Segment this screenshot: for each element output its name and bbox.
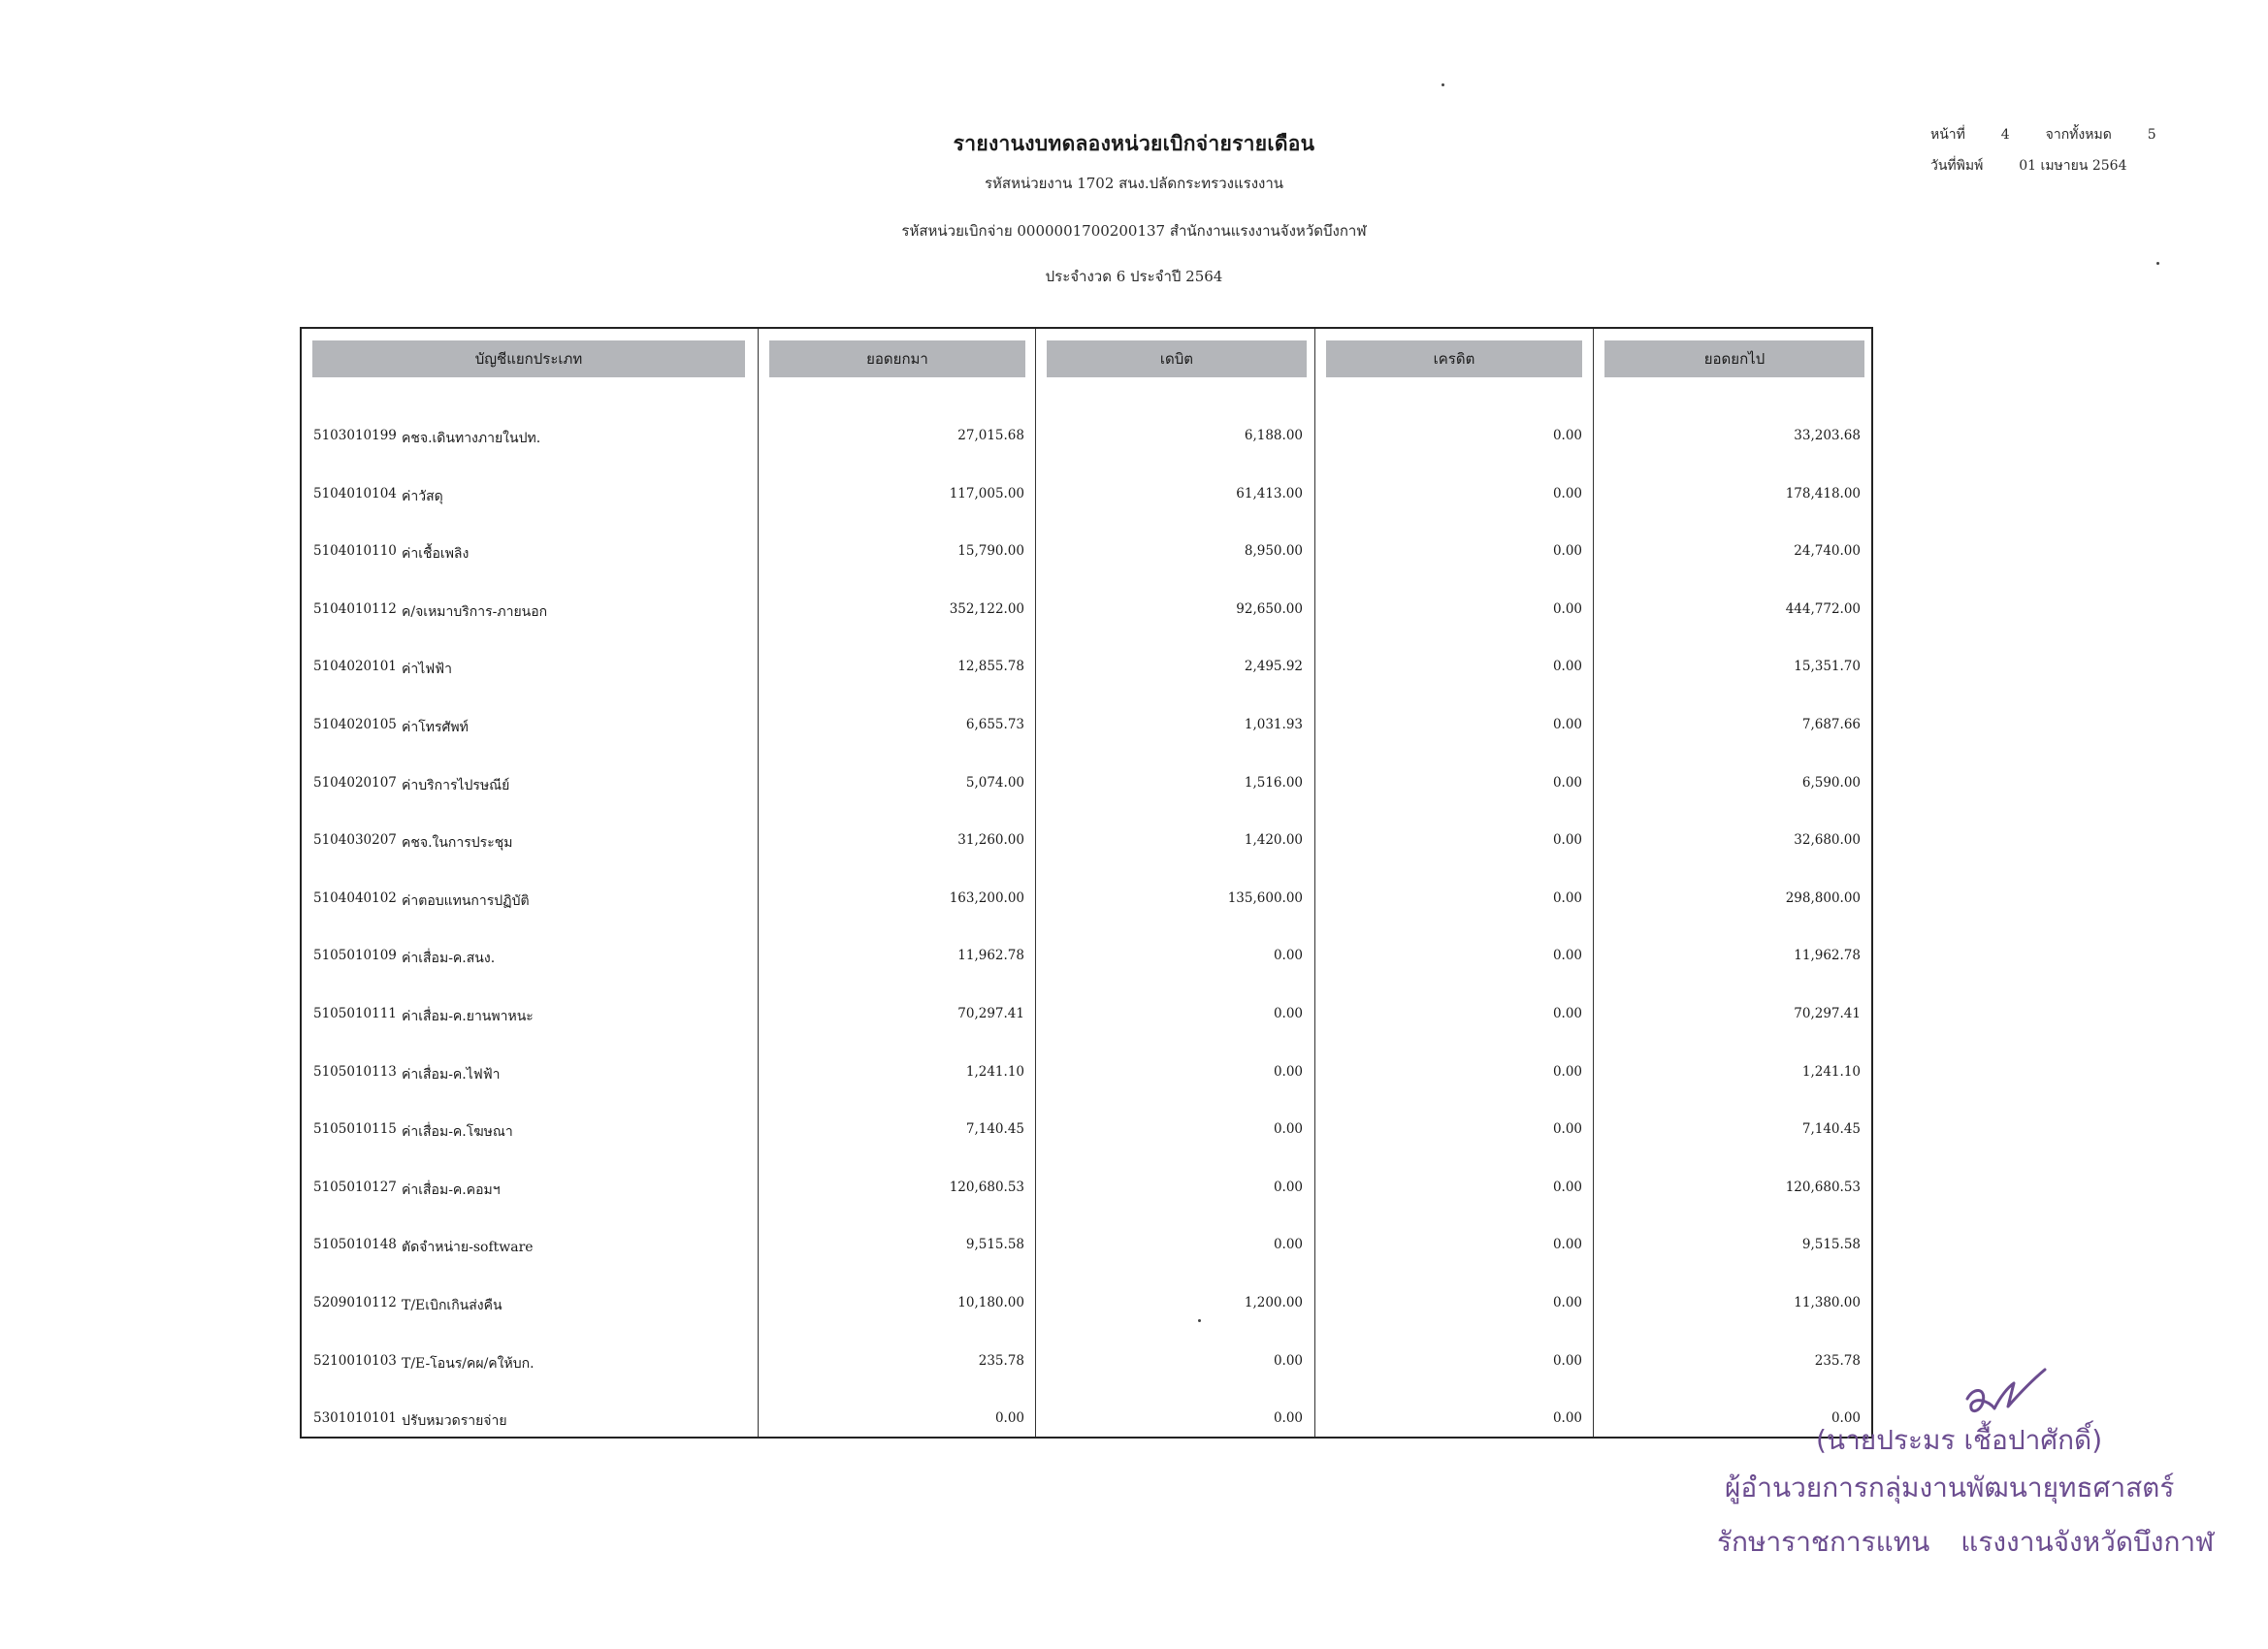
debit-value: 0.00 (1273, 1005, 1303, 1021)
table-row (302, 1237, 1871, 1295)
scan-speck (1198, 1319, 1201, 1322)
account-code: 5105010111 (313, 1005, 397, 1021)
account-name: ค่าวัสดุ (402, 488, 443, 504)
account-name: T/Eเบิกเกินส่งคืน (402, 1297, 502, 1313)
page-label: หน้าที่ (1930, 127, 1965, 143)
carried-forward-value: 70,297.41 (1794, 1005, 1861, 1021)
scan-speck (2156, 262, 2159, 265)
debit-value: 1,420.00 (1244, 832, 1303, 849)
brought-forward-value: 120,680.53 (949, 1179, 1024, 1195)
brought-forward-value: 7,140.45 (965, 1121, 1024, 1138)
table-row (302, 1006, 1871, 1064)
table-row (302, 1121, 1871, 1180)
table-row (302, 1180, 1871, 1238)
credit-value: 0.00 (1552, 1005, 1582, 1021)
signatory-position: ผู้อำนวยการกลุ่มงานพัฒนายุทธศาสตร์ (1725, 1471, 2175, 1504)
carried-forward-value: 235.78 (1814, 1352, 1861, 1369)
account-code: 5105010148 (313, 1237, 397, 1253)
account-code: 5209010112 (313, 1294, 397, 1310)
account-name: ค่าเสื่อม-ค.โฆษณา (402, 1124, 513, 1141)
brought-forward-value: 15,790.00 (957, 543, 1024, 560)
account-code: 5104010110 (313, 543, 397, 560)
print-date (1930, 155, 2127, 177)
credit-value: 0.00 (1552, 832, 1582, 849)
page-indicator (1930, 124, 2156, 146)
debit-value: 92,650.00 (1236, 600, 1303, 617)
brought-forward-value: 352,122.00 (949, 600, 1024, 617)
debit-value: 1,200.00 (1244, 1294, 1303, 1310)
carried-forward-value: 7,140.45 (1801, 1121, 1861, 1138)
credit-value: 0.00 (1552, 1237, 1582, 1253)
table-row (302, 1295, 1871, 1353)
carried-forward-value: 7,687.66 (1801, 716, 1861, 732)
debit-value: 2,495.92 (1244, 659, 1303, 675)
account-code: 5104030207 (313, 832, 397, 849)
credit-value: 0.00 (1552, 889, 1582, 906)
debit-value: 0.00 (1273, 1410, 1303, 1427)
scan-speck (1442, 83, 1444, 86)
brought-forward-value: 27,015.68 (957, 428, 1024, 443)
table-row (302, 717, 1871, 775)
credit-value: 0.00 (1552, 600, 1582, 617)
account-code: 5105010109 (313, 948, 397, 964)
disbursing-unit-line: รหัสหน่วยเบิกจ่าย 0000001700200137 สำนักงานแรงงานจังหวัดบึงกาฬ (901, 222, 1367, 240)
table-row (302, 890, 1871, 949)
acting-prefix: รักษาราชการแทน (1717, 1526, 1930, 1558)
debit-value: 61,413.00 (1236, 485, 1303, 501)
account-name: ค่าเสื่อม-ค.สนง. (402, 951, 496, 967)
debit-value: 8,950.00 (1244, 543, 1303, 560)
account-code: 5301010101 (313, 1410, 397, 1427)
brought-forward-value: 10,180.00 (957, 1294, 1024, 1310)
credit-value: 0.00 (1552, 485, 1582, 501)
brought-forward-value: 235.78 (978, 1352, 1024, 1369)
carried-forward-value: 1,241.10 (1801, 1063, 1861, 1080)
brought-forward-value: 163,200.00 (949, 889, 1024, 906)
account-name: ค่าเสื่อม-ค.ไฟฟ้า (402, 1066, 501, 1083)
debit-value: 1,516.00 (1244, 774, 1303, 791)
account-code: 5104020105 (313, 716, 397, 732)
carried-forward-value: 15,351.70 (1794, 659, 1861, 675)
account-name: คชจ.ในการประชุม (402, 835, 513, 852)
trial-balance-table (300, 327, 1873, 1439)
credit-value: 0.00 (1552, 1179, 1582, 1195)
carried-forward-value: 33,203.68 (1794, 428, 1861, 443)
credit-value: 0.00 (1552, 1410, 1582, 1427)
header-credit: เครดิต (1326, 340, 1582, 377)
account-name: ค่าเชื้อเพลิง (402, 546, 470, 563)
debit-value: 0.00 (1273, 1352, 1303, 1369)
credit-value: 0.00 (1552, 1121, 1582, 1138)
account-code: 5210010103 (313, 1352, 397, 1369)
carried-forward-value: 0.00 (1831, 1410, 1861, 1427)
account-code: 5104010112 (313, 600, 397, 617)
credit-value: 0.00 (1552, 716, 1582, 732)
signatory-name: (นายประมร เชื้อปาศักดิ์) (1816, 1424, 2103, 1456)
credit-value: 0.00 (1552, 543, 1582, 560)
brought-forward-value: 5,074.00 (965, 774, 1024, 791)
carried-forward-value: 298,800.00 (1785, 889, 1861, 906)
table-row (302, 1353, 1871, 1411)
debit-value: 1,031.93 (1244, 716, 1303, 732)
debit-value: 0.00 (1273, 948, 1303, 964)
credit-value: 0.00 (1552, 948, 1582, 964)
print-date-label: วันที่พิมพ์ (1930, 158, 1984, 174)
table-row (302, 428, 1871, 486)
brought-forward-value: 6,655.73 (965, 716, 1024, 732)
credit-value: 0.00 (1552, 1352, 1582, 1369)
account-code: 5104020101 (313, 659, 397, 675)
table-row (302, 543, 1871, 601)
account-name: ค่าโทรศัพท์ (402, 719, 469, 735)
total-label: จากทั้งหมด (2045, 127, 2112, 143)
header-brought-forward: ยอดยกมา (769, 340, 1025, 377)
table-row (302, 1410, 1871, 1469)
account-name: ค่าเสื่อม-ค.คอมฯ (402, 1181, 501, 1198)
account-code: 5104040102 (313, 889, 397, 906)
carried-forward-value: 11,380.00 (1794, 1294, 1861, 1310)
debit-value: 0.00 (1273, 1237, 1303, 1253)
debit-value: 0.00 (1273, 1179, 1303, 1195)
account-name: ค/จเหมาบริการ-ภายนอก (402, 603, 548, 620)
table-row (302, 948, 1871, 1006)
account-code: 5105010113 (313, 1063, 397, 1080)
brought-forward-value: 0.00 (994, 1410, 1024, 1427)
print-date-value: 01 เมษายน 2564 (2019, 158, 2127, 174)
credit-value: 0.00 (1552, 1063, 1582, 1080)
acting-office: แรงงานจังหวัดบึงกาฬ (1960, 1526, 2215, 1558)
header-account: บัญชีแยกประเภท (312, 340, 745, 377)
account-name: ค่าไฟฟ้า (402, 662, 452, 678)
credit-value: 0.00 (1552, 1294, 1582, 1310)
brought-forward-value: 11,962.78 (957, 948, 1024, 964)
debit-value: 135,600.00 (1227, 889, 1303, 906)
table-row (302, 775, 1871, 833)
credit-value: 0.00 (1552, 428, 1582, 443)
account-code: 5105010127 (313, 1179, 397, 1195)
debit-value: 0.00 (1273, 1063, 1303, 1080)
signatory-acting (1717, 1521, 2214, 1564)
brought-forward-value: 70,297.41 (957, 1005, 1024, 1021)
page-number: 4 (2000, 127, 2010, 143)
carried-forward-value: 444,772.00 (1785, 600, 1861, 617)
table-row (302, 832, 1871, 890)
account-code: 5103010199 (313, 428, 397, 443)
account-code: 5104010104 (313, 485, 397, 501)
table-row (302, 601, 1871, 660)
table-row (302, 1064, 1871, 1122)
account-name: ปรับหมวดรายจ่าย (402, 1413, 507, 1430)
brought-forward-value: 117,005.00 (949, 485, 1024, 501)
header-debit: เดบิต (1047, 340, 1307, 377)
debit-value: 0.00 (1273, 1121, 1303, 1138)
carried-forward-value: 11,962.78 (1794, 948, 1861, 964)
header-carried-forward: ยอดยกไป (1604, 340, 1864, 377)
account-name: ตัดจำหน่าย-software (402, 1240, 534, 1256)
brought-forward-value: 31,260.00 (957, 832, 1024, 849)
credit-value: 0.00 (1552, 774, 1582, 791)
account-code: 5105010115 (313, 1121, 397, 1138)
account-code: 5104020107 (313, 774, 397, 791)
carried-forward-value: 120,680.53 (1785, 1179, 1861, 1195)
agency-line: รหัสหน่วยงาน 1702 สนง.ปลัดกระทรวงแรงงาน (984, 175, 1284, 192)
carried-forward-value: 6,590.00 (1801, 774, 1861, 791)
table-row (302, 659, 1871, 717)
table-row (302, 486, 1871, 544)
report-title: รายงานงบทดลองหน่วยเบิกจ่ายรายเดือน (953, 131, 1315, 155)
account-name: T/E-โอนร/คผ/คให้บก. (402, 1355, 535, 1372)
account-name: ค่าเสื่อม-ค.ยานพาหนะ (402, 1008, 534, 1024)
carried-forward-value: 9,515.58 (1801, 1237, 1861, 1253)
period-line: ประจำงวด 6 ประจำปี 2564 (1045, 268, 1223, 285)
brought-forward-value: 9,515.58 (965, 1237, 1024, 1253)
table-body (302, 428, 1871, 1469)
brought-forward-value: 12,855.78 (957, 659, 1024, 675)
brought-forward-value: 1,241.10 (965, 1063, 1024, 1080)
credit-value: 0.00 (1552, 659, 1582, 675)
carried-forward-value: 32,680.00 (1794, 832, 1861, 849)
total-pages: 5 (2147, 127, 2156, 143)
account-name: คชจ.เดินทางภายในปท. (402, 431, 541, 446)
carried-forward-value: 24,740.00 (1794, 543, 1861, 560)
carried-forward-value: 178,418.00 (1785, 485, 1861, 501)
account-name: ค่าบริการไปรษณีย์ (402, 777, 510, 793)
debit-value: 6,188.00 (1244, 428, 1303, 443)
account-name: ค่าตอบแทนการปฏิบัติ (402, 892, 530, 909)
